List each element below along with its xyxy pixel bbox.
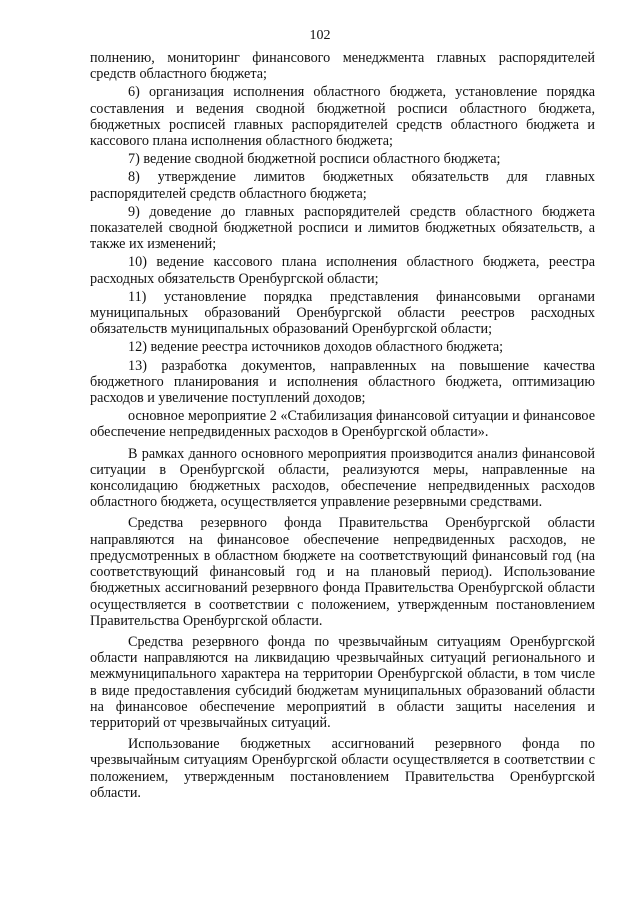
list-item: 8) утверждение лимитов бюджетных обязательств для главных распорядителей средств областного бюджета;: [90, 169, 595, 202]
paragraph: Средства резервного фонда Правительства Оренбургской области направляются на финансовое обеспечение непредвиденных расходов, не предусмотренных в областном бюджете на соответствующий финансовый год (на соответствующий финансовый год и на плановый период). Использование бюджетных ассигнований резервного фонда Правительства Оренбургской области осуществляется в соответствии с положением, утвержденным постановлением Правительства Оренбургской области.: [90, 515, 595, 629]
paragraph: Использование бюджетных ассигнований резервного фонда по чрезвычайным ситуациям Оренбургской области осуществляется в соответствии с положением, утвержденным постановлением Правительства Оренбургской области.: [90, 736, 595, 801]
paragraph: В рамках данного основного мероприятия производится анализ финансовой ситуации в Оренбургской области, реализуются меры, направленные на консолидацию бюджетных расходов, обеспечение непредвиденных расходов областного бюджета, осуществляется управление резервными средствами.: [90, 445, 595, 511]
list-item: 7) ведение сводной бюджетной росписи областного бюджета;: [128, 151, 501, 168]
document-body: [90, 50, 595, 803]
paragraph: Средства резервного фонда по чрезвычайным ситуациям Оренбургской области направляются на ликвидацию чрезвычайных ситуаций регионального и межмуниципального характера на территории Оренбургской области, в том числе в виде предоставления субсидий бюджетам муниципальных образований области на финансовое обеспечение мероприятий в области защиты населения и территорий от чрезвычайных ситуаций.: [90, 633, 595, 731]
list-item: 13) разработка документов, направленных на повышение качества бюджетного планирования и исполнения областного бюджета, оптимизацию расходов и увеличение поступлений доходов;: [90, 357, 595, 407]
page-number: 102: [309, 28, 331, 43]
list-item: 10) ведение кассового плана исполнения областного бюджета, реестра расходных обязательств Оренбургской области;: [90, 254, 595, 287]
list-item: 11) установление порядка представления финансовыми органами муниципальных образований Оренбургской области реестров расходных обязательств муниципальных образований Оренбургской области;: [90, 288, 595, 338]
list-item: 6) организация исполнения областного бюджета, установление порядка составления и ведения сводной бюджетной росписи областного бюджета, бюджетных росписей главных распорядителей средств областного бюджета и кассового плана исполнения областного бюджета;: [90, 84, 595, 150]
list-item: 12) ведение реестра источников доходов областного бюджета;: [128, 339, 504, 356]
main-activity-heading: основное мероприятие 2 «Стабилизация финансовой ситуации и финансовое обеспечение непредвиденных расходов в Оренбургской области».: [90, 408, 595, 441]
paragraph: полнению, мониторинг финансового менеджмента главных распорядителей средств областного бюджета;: [90, 50, 595, 83]
list-item: 9) доведение до главных распорядителей средств областного бюджета показателей сводной бюджетной росписи и лимитов бюджетных обязательств, а также их изменений;: [90, 203, 595, 253]
